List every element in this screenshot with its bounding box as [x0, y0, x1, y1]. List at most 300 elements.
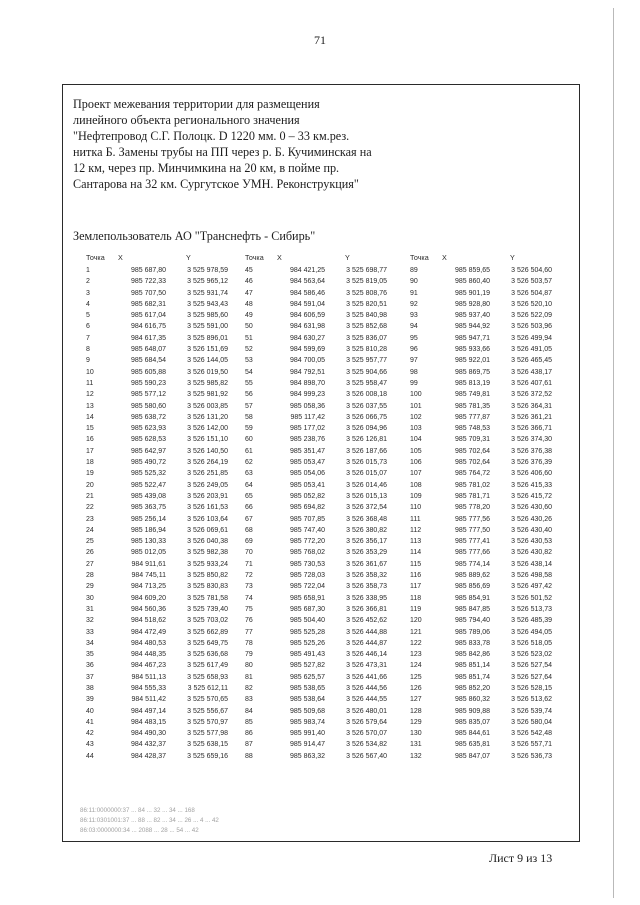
- y-coordinate: 3 526 372,52: [511, 391, 552, 399]
- y-coordinate: 3 526 494,05: [511, 628, 552, 636]
- point-number: 54: [245, 368, 253, 376]
- x-coordinate: 985 869,75: [454, 368, 490, 376]
- point-number: 58: [245, 413, 253, 421]
- x-coordinate: 985 794,40: [454, 617, 490, 625]
- point-number: 33: [86, 628, 94, 636]
- x-coordinate: 984 421,25: [289, 267, 325, 274]
- point-number: 40: [86, 707, 94, 715]
- y-coordinate: 3 525 617,49: [187, 662, 228, 670]
- x-coordinate: 985 525,26: [289, 639, 325, 647]
- point-number: 126: [410, 684, 422, 692]
- x-coordinate: 985 772,20: [289, 538, 325, 546]
- point-number: 22: [86, 504, 94, 512]
- x-coordinate: 985 052,82: [289, 492, 325, 500]
- x-coordinate: 985 748,53: [454, 425, 490, 433]
- point-number: 46: [245, 278, 253, 286]
- y-coordinate: 3 526 499,94: [511, 334, 552, 342]
- point-number: 13: [86, 402, 94, 410]
- y-coordinate: 3 525 636,68: [187, 651, 228, 659]
- x-coordinate: 985 707,50: [130, 289, 166, 297]
- point-number: 110: [410, 504, 422, 512]
- x-coordinate: 985 527,82: [289, 662, 325, 670]
- x-coordinate: 985 944,92: [454, 323, 490, 331]
- x-coordinate: 985 054,06: [289, 470, 325, 478]
- y-coordinate: 3 525 965,12: [187, 278, 228, 286]
- x-coordinate: 984 999,23: [289, 391, 325, 399]
- y-coordinate: 3 526 376,39: [511, 459, 552, 467]
- x-coordinate: 985 747,40: [289, 526, 325, 534]
- x-coordinate: 985 709,31: [454, 436, 490, 444]
- y-coordinate: 3 526 430,26: [511, 515, 552, 523]
- y-coordinate: 3 525 933,24: [187, 560, 228, 568]
- point-number: 129: [410, 718, 422, 726]
- x-coordinate: 985 856,69: [454, 583, 490, 591]
- y-coordinate: 3 526 407,61: [511, 379, 552, 387]
- point-number: 113: [410, 538, 422, 546]
- point-number: 104: [410, 436, 422, 444]
- y-coordinate: 3 526 380,82: [346, 526, 387, 534]
- x-coordinate: 984 599,69: [289, 346, 325, 354]
- y-coordinate: 3 526 151,69: [187, 346, 228, 354]
- x-coordinate: 985 777,50: [454, 526, 490, 534]
- point-number: 52: [245, 346, 253, 354]
- x-coordinate: 985 707,85: [289, 515, 325, 523]
- x-coordinate: 984 497,14: [130, 707, 166, 715]
- point-number: 49: [245, 312, 253, 320]
- point-number: 132: [410, 752, 422, 760]
- y-coordinate: 3 525 810,28: [346, 346, 387, 354]
- y-coordinate: 3 526 522,09: [511, 312, 552, 320]
- point-number: 68: [245, 526, 253, 534]
- point-number: 73: [245, 583, 253, 591]
- point-number: 112: [410, 526, 422, 534]
- y-coordinate: 3 526 528,15: [511, 684, 552, 692]
- y-coordinate: 3 526 372,54: [346, 504, 387, 512]
- y-coordinate: 3 526 430,53: [511, 538, 552, 546]
- point-number: 80: [245, 662, 253, 670]
- x-coordinate: 985 580,60: [130, 402, 166, 410]
- point-number: 41: [86, 718, 94, 726]
- y-coordinate: 3 526 019,50: [187, 368, 228, 376]
- y-coordinate: 3 526 504,60: [511, 267, 552, 274]
- point-number: 85: [245, 718, 253, 726]
- point-number: 84: [245, 707, 253, 715]
- point-number: 89: [410, 267, 418, 274]
- x-coordinate: 985 694,82: [289, 504, 325, 512]
- x-coordinate: 984 792,51: [289, 368, 325, 376]
- y-coordinate: 3 526 444,55: [346, 696, 387, 704]
- y-coordinate: 3 525 957,77: [346, 357, 387, 365]
- point-number: 81: [245, 673, 253, 681]
- point-number: 62: [245, 459, 253, 467]
- x-coordinate: 985 922,01: [454, 357, 490, 365]
- point-number: 28: [86, 572, 94, 580]
- y-coordinate: 3 526 161,53: [187, 504, 228, 512]
- y-coordinate: 3 526 446,14: [346, 651, 387, 659]
- y-coordinate: 3 525 570,65: [187, 696, 228, 704]
- x-coordinate: 984 911,61: [131, 560, 166, 568]
- x-coordinate: 985 854,91: [454, 594, 490, 602]
- x-coordinate: 985 509,68: [289, 707, 325, 715]
- point-number: 109: [410, 492, 422, 500]
- y-coordinate: 3 525 830,83: [187, 583, 228, 591]
- x-coordinate: 985 642,97: [130, 447, 166, 455]
- point-number: 124: [410, 662, 422, 670]
- point-number: 86: [245, 730, 253, 738]
- x-coordinate: 985 684,54: [130, 357, 166, 365]
- point-number: 95: [410, 334, 418, 342]
- x-coordinate: 984 483,15: [130, 718, 166, 726]
- y-coordinate: 3 525 638,15: [187, 741, 228, 749]
- y-coordinate: 3 526 069,61: [187, 526, 228, 534]
- y-coordinate: 3 526 151,10: [187, 436, 228, 444]
- point-number: 45: [245, 267, 253, 274]
- sheet-label: Лист 9 из 13: [489, 851, 553, 865]
- point-number: 24: [86, 526, 94, 534]
- point-number: 127: [410, 696, 422, 704]
- footer-line: 86:03:0000000:34 ... 2088 ... 28 ... 54 ... 42: [80, 827, 199, 834]
- y-coordinate: 3 526 485,39: [511, 617, 552, 625]
- y-coordinate: 3 526 358,32: [346, 572, 387, 580]
- x-coordinate: 985 525,28: [289, 628, 325, 636]
- y-coordinate: 3 526 015,73: [346, 459, 387, 467]
- point-number: 105: [410, 447, 422, 455]
- y-coordinate: 3 526 580,04: [511, 718, 552, 726]
- x-coordinate: 985 628,53: [130, 436, 166, 444]
- point-number: 3: [86, 289, 90, 297]
- header-x: X: [442, 253, 447, 262]
- y-coordinate: 3 526 527,64: [511, 673, 552, 681]
- point-number: 94: [410, 323, 418, 331]
- footer-line: 86:11:0301001:37 ... 88 ... 82 ... 34 ... 26 ... 4 ... 42: [80, 817, 219, 824]
- y-coordinate: 3 526 536,73: [511, 752, 552, 760]
- point-number: 5: [86, 312, 90, 320]
- point-number: 71: [245, 560, 253, 568]
- y-coordinate: 3 526 504,87: [511, 289, 552, 297]
- y-coordinate: 3 525 896,01: [187, 334, 228, 342]
- y-coordinate: 3 526 498,58: [511, 572, 552, 580]
- y-coordinate: 3 525 958,47: [346, 379, 387, 387]
- point-number: 100: [410, 391, 422, 399]
- point-number: 25: [86, 538, 94, 546]
- x-coordinate: 985 522,47: [130, 481, 166, 489]
- point-number: 70: [245, 549, 253, 557]
- x-coordinate: 985 722,33: [130, 278, 166, 286]
- point-number: 19: [86, 470, 94, 478]
- point-number: 18: [86, 459, 94, 467]
- point-number: 122: [410, 639, 422, 647]
- point-number: 44: [86, 752, 94, 760]
- y-coordinate: 3 526 579,64: [346, 718, 387, 726]
- x-coordinate: 985 053,41: [289, 481, 325, 489]
- x-coordinate: 984 898,70: [289, 379, 325, 387]
- point-number: 21: [86, 492, 94, 500]
- point-number: 9: [86, 357, 90, 365]
- y-coordinate: 3 526 438,17: [511, 368, 552, 376]
- point-number: 88: [245, 752, 253, 760]
- point-number: 107: [410, 470, 422, 478]
- point-number: 37: [86, 673, 94, 681]
- point-number: 39: [86, 696, 94, 704]
- y-coordinate: 3 525 840,98: [346, 312, 387, 320]
- point-number: 118: [410, 594, 422, 602]
- point-number: 6: [86, 323, 90, 331]
- y-coordinate: 3 526 103,64: [187, 515, 228, 523]
- point-number: 60: [245, 436, 253, 444]
- header-x: X: [118, 253, 123, 262]
- point-number: 30: [86, 594, 94, 602]
- x-coordinate: 984 617,35: [130, 334, 166, 342]
- x-coordinate: 984 472,49: [130, 628, 166, 636]
- x-coordinate: 985 590,23: [130, 379, 166, 387]
- point-number: 11: [86, 379, 94, 387]
- point-number: 20: [86, 481, 94, 489]
- x-coordinate: 985 860,40: [454, 278, 490, 286]
- x-coordinate: 984 490,30: [130, 730, 166, 738]
- y-coordinate: 3 526 251,85: [187, 470, 228, 478]
- x-coordinate: 985 774,14: [454, 560, 490, 568]
- point-number: 43: [86, 741, 94, 749]
- point-number: 51: [245, 334, 253, 342]
- x-coordinate: 985 577,12: [130, 391, 166, 399]
- point-number: 63: [245, 470, 253, 478]
- x-coordinate: 985 860,32: [454, 696, 490, 704]
- x-coordinate: 985 901,19: [454, 289, 490, 297]
- y-coordinate: 3 526 015,13: [346, 492, 387, 500]
- x-coordinate: 985 605,88: [130, 368, 166, 376]
- y-coordinate: 3 526 430,60: [511, 504, 552, 512]
- point-number: 48: [245, 300, 253, 308]
- x-coordinate: 985 256,14: [130, 515, 166, 523]
- y-coordinate: 3 526 249,05: [187, 481, 228, 489]
- point-number: 97: [410, 357, 418, 365]
- y-coordinate: 3 526 523,02: [511, 651, 552, 659]
- y-coordinate: 3 525 981,92: [187, 391, 228, 399]
- x-coordinate: 985 053,47: [289, 459, 325, 467]
- y-coordinate: 3 526 518,05: [511, 639, 552, 647]
- y-coordinate: 3 526 465,45: [511, 357, 552, 365]
- y-coordinate: 3 525 836,07: [346, 334, 387, 342]
- point-number: 91: [410, 289, 418, 297]
- y-coordinate: 3 526 542,48: [511, 730, 552, 738]
- y-coordinate: 3 525 662,89: [187, 628, 228, 636]
- x-coordinate: 985 625,57: [289, 673, 325, 681]
- x-coordinate: 985 778,20: [454, 504, 490, 512]
- point-number: 125: [410, 673, 422, 681]
- x-coordinate: 985 889,62: [454, 572, 490, 580]
- y-coordinate: 3 525 978,59: [187, 267, 228, 274]
- point-number: 101: [410, 402, 422, 410]
- y-coordinate: 3 526 513,62: [511, 696, 552, 704]
- x-coordinate: 985 764,72: [454, 470, 490, 478]
- y-coordinate: 3 526 539,74: [511, 707, 552, 715]
- x-coordinate: 985 525,32: [130, 470, 166, 478]
- title-line: 12 км, через пр. Минчимкина на 20 км, в пойме пр.: [73, 161, 340, 175]
- x-coordinate: 985 777,41: [454, 538, 490, 546]
- y-coordinate: 3 526 126,81: [346, 436, 387, 444]
- y-coordinate: 3 526 374,30: [511, 436, 552, 444]
- y-coordinate: 3 525 904,66: [346, 368, 387, 376]
- y-coordinate: 3 526 368,48: [346, 515, 387, 523]
- point-number: 42: [86, 730, 94, 738]
- x-coordinate: 985 851,14: [454, 662, 490, 670]
- y-coordinate: 3 526 366,81: [346, 605, 387, 613]
- x-coordinate: 985 781,71: [454, 492, 490, 500]
- x-coordinate: 985 847,07: [454, 752, 490, 760]
- x-coordinate: 985 835,07: [454, 718, 490, 726]
- header-y: Y: [510, 253, 515, 262]
- point-number: 121: [410, 628, 422, 636]
- x-coordinate: 985 991,40: [289, 730, 325, 738]
- point-number: 98: [410, 368, 418, 376]
- x-coordinate: 985 635,81: [454, 741, 490, 749]
- x-coordinate: 984 560,36: [130, 605, 166, 613]
- y-coordinate: 3 526 438,14: [511, 560, 552, 568]
- x-coordinate: 985 859,65: [454, 267, 490, 274]
- point-number: 34: [86, 639, 94, 647]
- point-number: 83: [245, 696, 253, 704]
- x-coordinate: 985 844,61: [454, 730, 490, 738]
- x-coordinate: 985 768,02: [289, 549, 325, 557]
- x-coordinate: 985 730,53: [289, 560, 325, 568]
- title-line: линейного объекта регионального значения: [73, 113, 300, 127]
- y-coordinate: 3 526 014,46: [346, 481, 387, 489]
- point-number: 116: [410, 572, 422, 580]
- x-coordinate: 985 130,33: [130, 538, 166, 546]
- point-number: 120: [410, 617, 422, 625]
- point-number: 17: [86, 447, 94, 455]
- x-coordinate: 985 623,93: [130, 425, 166, 433]
- y-coordinate: 3 526 513,73: [511, 605, 552, 613]
- point-number: 7: [86, 334, 90, 342]
- y-coordinate: 3 526 491,05: [511, 346, 552, 354]
- point-number: 119: [410, 605, 422, 613]
- y-coordinate: 3 526 066,75: [346, 413, 387, 421]
- y-coordinate: 3 526 144,05: [187, 357, 228, 365]
- point-number: 102: [410, 413, 422, 421]
- point-number: 115: [410, 560, 422, 568]
- x-coordinate: 985 722,04: [289, 583, 325, 591]
- point-number: 69: [245, 538, 253, 546]
- point-number: 47: [245, 289, 253, 297]
- x-coordinate: 985 682,31: [130, 300, 166, 308]
- x-coordinate: 984 609,20: [130, 594, 166, 602]
- y-coordinate: 3 525 808,76: [346, 289, 387, 297]
- y-coordinate: 3 526 570,07: [346, 730, 387, 738]
- x-coordinate: 985 842,86: [454, 651, 490, 659]
- x-coordinate: 985 504,40: [289, 617, 325, 625]
- x-coordinate: 985 687,80: [130, 267, 166, 274]
- point-number: 15: [86, 425, 94, 433]
- point-number: 99: [410, 379, 418, 387]
- x-coordinate: 985 728,03: [289, 572, 325, 580]
- y-coordinate: 3 526 480,01: [346, 707, 387, 715]
- y-coordinate: 3 526 534,82: [346, 741, 387, 749]
- y-coordinate: 3 526 140,50: [187, 447, 228, 455]
- y-coordinate: 3 526 444,88: [346, 628, 387, 636]
- point-number: 74: [245, 594, 253, 602]
- y-coordinate: 3 526 557,71: [511, 741, 552, 749]
- point-number: 111: [410, 515, 421, 523]
- point-number: 36: [86, 662, 94, 670]
- point-number: 77: [245, 628, 253, 636]
- y-coordinate: 3 525 703,02: [187, 617, 228, 625]
- y-coordinate: 3 526 356,17: [346, 538, 387, 546]
- x-coordinate: 985 238,76: [289, 436, 325, 444]
- x-coordinate: 984 713,25: [130, 583, 166, 591]
- point-number: 87: [245, 741, 253, 749]
- y-coordinate: 3 526 040,38: [187, 538, 228, 546]
- point-number: 92: [410, 300, 418, 308]
- y-coordinate: 3 525 985,60: [187, 312, 228, 320]
- point-number: 131: [410, 741, 422, 749]
- y-coordinate: 3 526 353,29: [346, 549, 387, 557]
- title-line: Сантарова на 32 км. Сургутское УМН. Реконструкция": [73, 177, 359, 191]
- x-coordinate: 985 909,88: [454, 707, 490, 715]
- point-number: 26: [86, 549, 94, 557]
- y-coordinate: 3 526 430,82: [511, 549, 552, 557]
- x-coordinate: 985 177,02: [289, 425, 325, 433]
- y-coordinate: 3 526 567,40: [346, 752, 387, 760]
- x-coordinate: 985 863,32: [289, 752, 325, 760]
- point-number: 59: [245, 425, 253, 433]
- x-coordinate: 985 777,66: [454, 549, 490, 557]
- y-coordinate: 3 526 497,42: [511, 583, 552, 591]
- x-coordinate: 984 467,23: [130, 662, 166, 670]
- point-number: 64: [245, 481, 253, 489]
- point-number: 128: [410, 707, 422, 715]
- x-coordinate: 984 700,05: [289, 357, 325, 365]
- y-coordinate: 3 526 358,73: [346, 583, 387, 591]
- x-coordinate: 984 518,62: [130, 617, 166, 625]
- x-coordinate: 985 186,94: [130, 526, 166, 534]
- y-coordinate: 3 526 187,66: [346, 447, 387, 455]
- x-coordinate: 985 833,78: [454, 639, 490, 647]
- header-x: X: [277, 253, 282, 262]
- point-number: 78: [245, 639, 253, 647]
- x-coordinate: 985 491,43: [289, 651, 325, 659]
- x-coordinate: 985 851,74: [454, 673, 490, 681]
- x-coordinate: 985 777,56: [454, 515, 490, 523]
- x-coordinate: 985 937,40: [454, 312, 490, 320]
- x-coordinate: 985 490,72: [130, 459, 166, 467]
- header-point: Точка: [410, 253, 429, 262]
- point-number: 32: [86, 617, 94, 625]
- point-number: 14: [86, 413, 94, 421]
- y-coordinate: 3 525 985,82: [187, 379, 228, 387]
- point-number: 114: [410, 549, 422, 557]
- y-coordinate: 3 525 931,74: [187, 289, 228, 297]
- x-coordinate: 984 745,11: [131, 572, 166, 580]
- x-coordinate: 985 983,74: [289, 718, 325, 726]
- x-coordinate: 985 658,91: [289, 594, 325, 602]
- point-number: 79: [245, 651, 253, 659]
- y-coordinate: 3 526 003,85: [187, 402, 228, 410]
- y-coordinate: 3 525 659,16: [187, 752, 228, 760]
- y-coordinate: 3 525 698,77: [346, 267, 387, 274]
- point-number: 117: [410, 583, 422, 591]
- point-number: 93: [410, 312, 418, 320]
- x-coordinate: 984 616,75: [130, 323, 166, 331]
- point-number: 29: [86, 583, 94, 591]
- y-coordinate: 3 526 364,31: [511, 402, 552, 410]
- header-point: Точка: [86, 253, 105, 262]
- point-number: 96: [410, 346, 418, 354]
- y-coordinate: 3 526 264,19: [187, 459, 228, 467]
- x-coordinate: 985 012,05: [130, 549, 166, 557]
- header-point: Точка: [245, 253, 264, 262]
- y-coordinate: 3 526 520,10: [511, 300, 552, 308]
